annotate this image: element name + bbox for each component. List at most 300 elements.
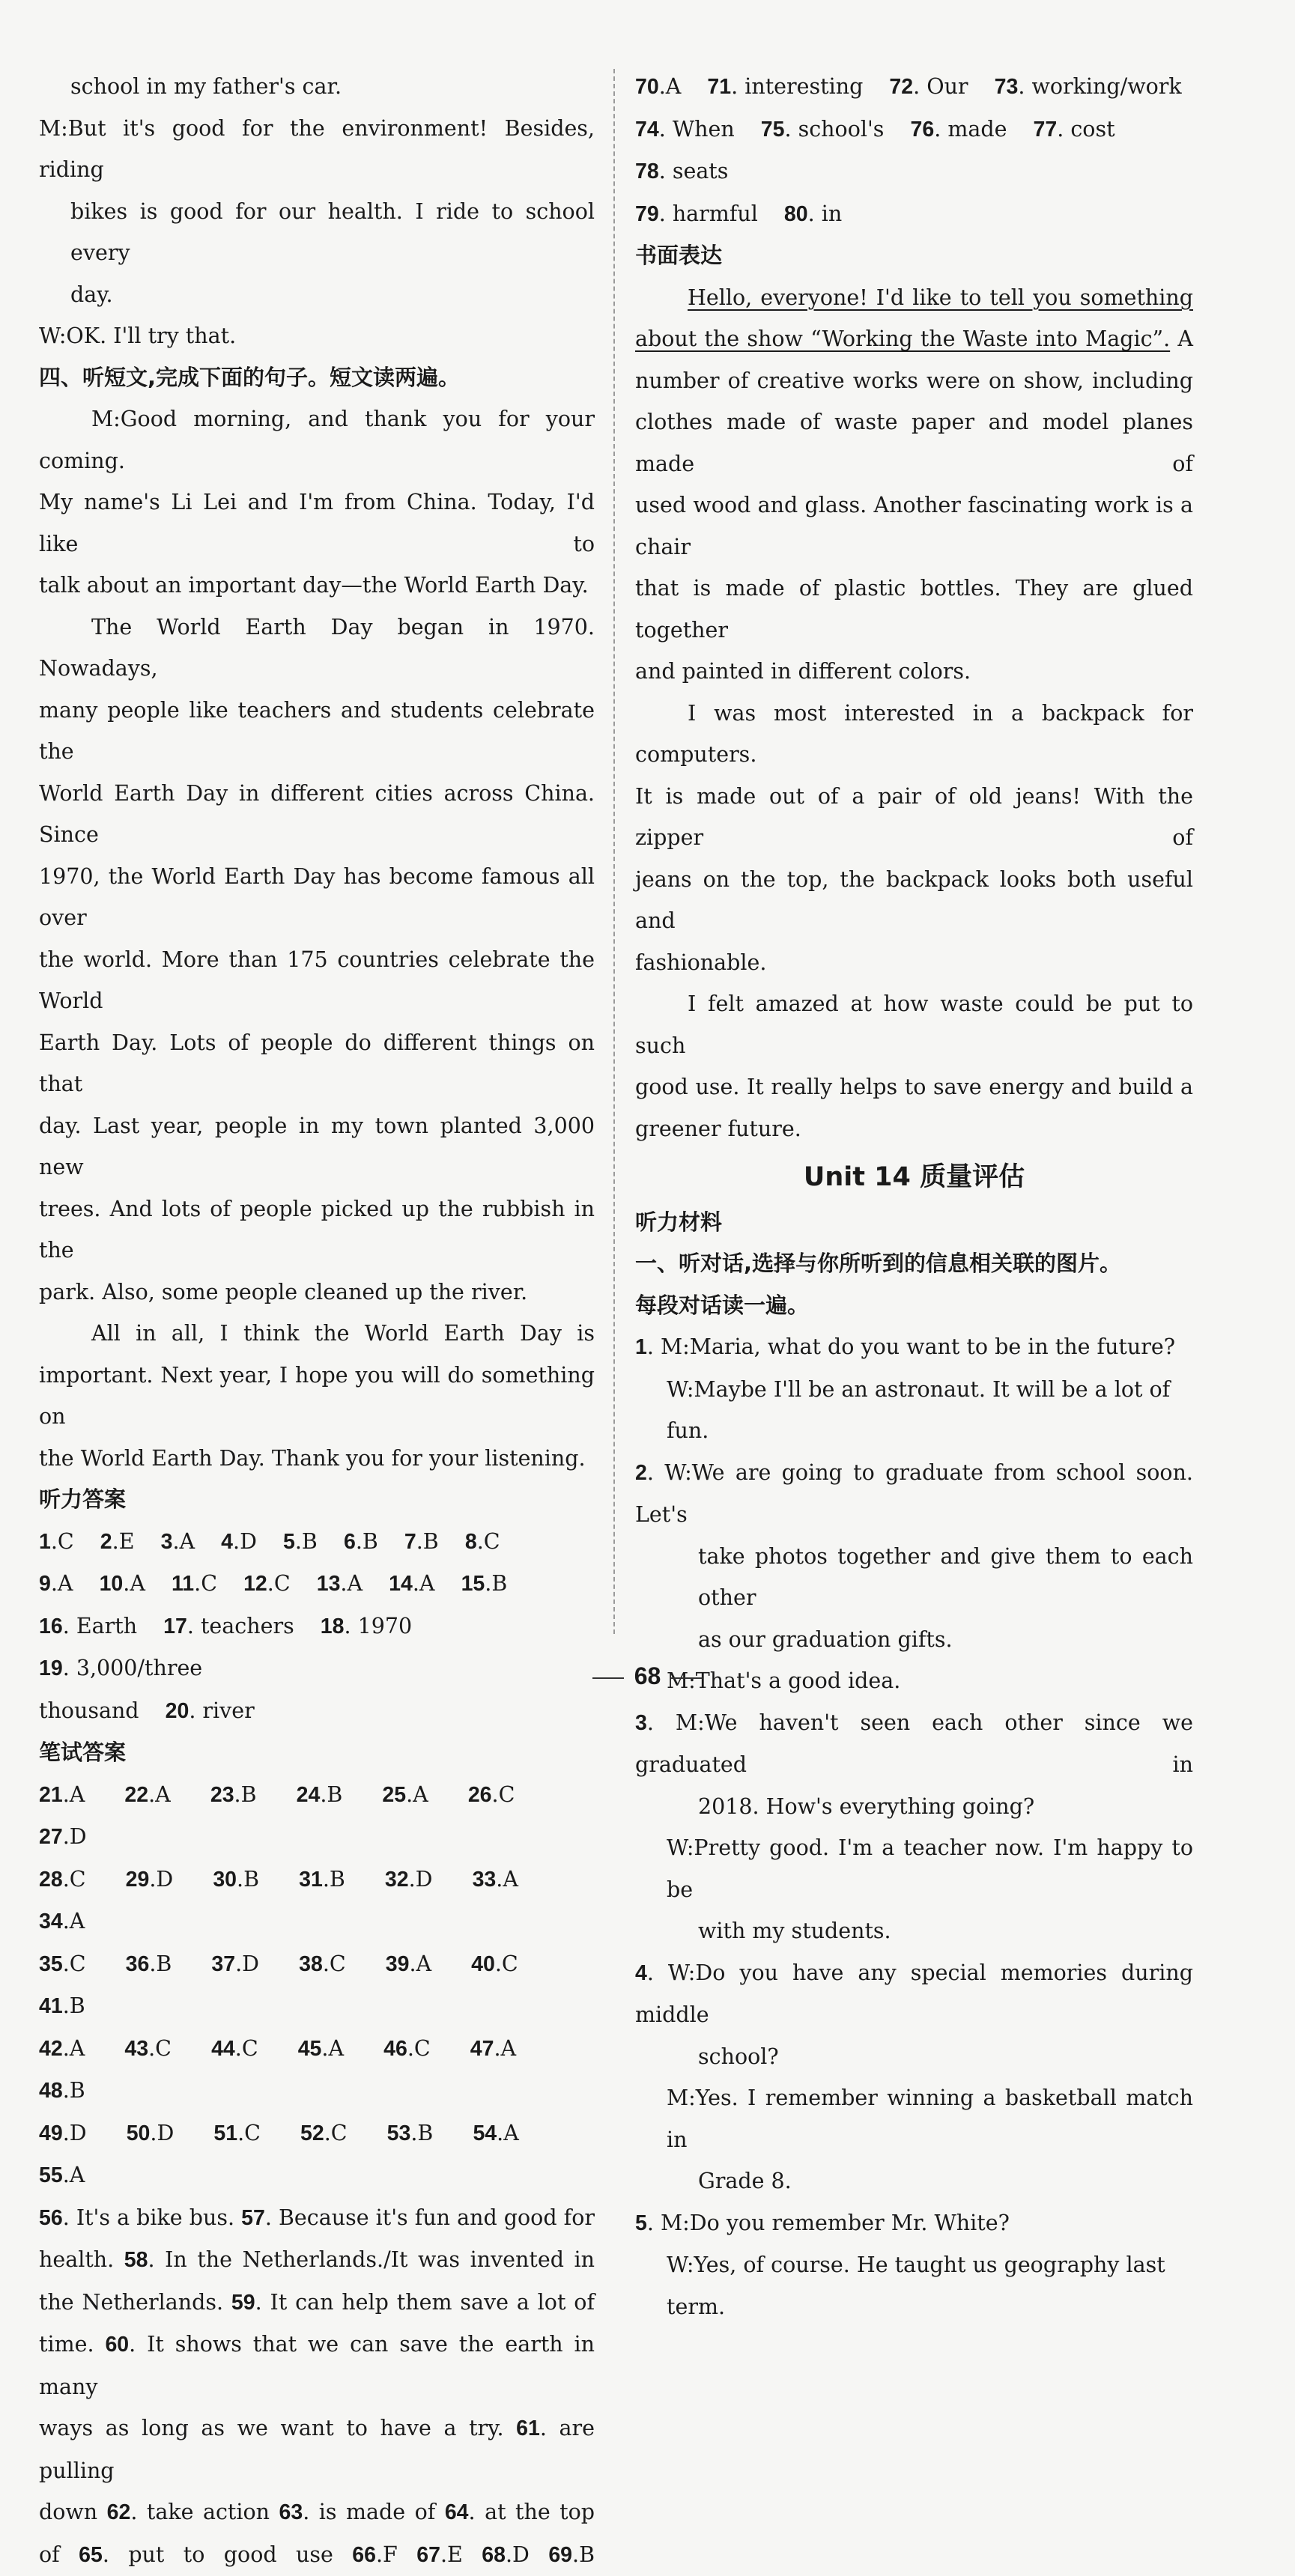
answer-item (39, 1529, 74, 1554)
answer-number: 4 (221, 1530, 233, 1554)
unit-title: Unit 14 质量评估 (635, 1157, 1193, 1199)
passage-line: My name's Li Lei and I'm from China. Today, I'd like to (39, 482, 595, 565)
answer-number: 73 (995, 75, 1019, 99)
answer-text: . at the top (469, 2500, 595, 2524)
answer-item (387, 2121, 450, 2145)
answer-text: .C (194, 1571, 217, 1596)
answer-item (39, 2542, 60, 2567)
dialogue-text: . M:We haven't seen each other since we graduated in (635, 1710, 1193, 1778)
answer-text: . school's (784, 117, 884, 142)
answer-number: 30 (213, 1868, 237, 1892)
answer-number: 15 (461, 1572, 485, 1596)
written-answers-heading: 笔试答案 (39, 1732, 595, 1774)
answer-item (163, 1614, 294, 1638)
open-answer-line (39, 2239, 595, 2282)
item-number: 3 (635, 1711, 647, 1735)
column-divider (613, 69, 615, 1634)
answer-number: 67 (416, 2543, 440, 2567)
answer-number: 35 (39, 1952, 63, 1976)
answer-item (241, 2205, 595, 2230)
answer-text: .D (63, 2121, 87, 2145)
answer-number: 66 (352, 2543, 376, 2567)
answer-item (344, 1529, 378, 1554)
answer-text: .B (356, 1529, 378, 1554)
open-answer-line (39, 2491, 595, 2534)
passage-line: day. Last year, people in my town planted 3,000 new (39, 1105, 595, 1188)
item-number: 2 (635, 1461, 647, 1485)
listening-answers-heading: 听力答案 (39, 1479, 595, 1521)
answer-item (79, 2542, 333, 2567)
answer-number: 3 (161, 1530, 173, 1554)
answer-number: 42 (39, 2037, 63, 2061)
answer-text: .C (267, 1571, 291, 1596)
answer-item (470, 2036, 533, 2061)
answer-item (39, 2163, 101, 2187)
answer-text: .A (494, 2036, 516, 2061)
section-heading: 一、听对话,选择与你所听到的信息相关联的图片。 (635, 1243, 1193, 1285)
answer-number: 27 (39, 1825, 63, 1849)
answer-text: time. (39, 2332, 94, 2357)
answer-text: .A (148, 1782, 171, 1807)
answer-row (39, 1563, 595, 1606)
answer-text: .A (496, 1867, 518, 1892)
answer-text: .B (234, 1782, 257, 1807)
answer-item (39, 2205, 234, 2230)
dialogue-line (635, 1326, 1193, 1369)
answer-item (124, 2036, 188, 2061)
passage-line: park. Also, some people cleaned up the river. (39, 1272, 595, 1313)
answer-text: .A (51, 1571, 73, 1596)
passage-paragraph-1 (39, 398, 595, 607)
answer-item (468, 1782, 532, 1807)
answer-number: 56 (39, 2206, 63, 2230)
answer-number: 60 (105, 2333, 129, 2357)
answer-text: .D (63, 1824, 87, 1849)
answer-number: 36 (126, 1952, 150, 1976)
passage-line: Earth Day. Lots of people do different things on that (39, 1022, 595, 1105)
answer-item (461, 1571, 508, 1596)
answer-number: 49 (39, 2121, 63, 2145)
answer-number: 43 (124, 2037, 148, 2061)
answer-text: .A (321, 2036, 344, 2061)
dialogue-4 (635, 1952, 1193, 2202)
answer-text: .A (497, 2121, 519, 2145)
answer-text: . interesting (731, 74, 863, 99)
answer-item (299, 1951, 363, 1976)
dialogue-line: M:That's a good idea. (635, 1660, 1193, 1702)
footer-dash (671, 1677, 703, 1679)
answer-item (635, 201, 758, 226)
page-number-footer (0, 1662, 1295, 1690)
answer-number: 55 (39, 2163, 63, 2187)
dialogue-line: school? (635, 2036, 1193, 2078)
answer-item (386, 1951, 448, 1976)
answer-number: 80 (784, 202, 808, 226)
dialogue-line: W:Maybe I'll be an astronaut. It will be a lot of fun. (635, 1369, 1193, 1452)
answer-number: 16 (39, 1614, 63, 1638)
answer-text: .D (235, 1951, 259, 1976)
answer-text: health. (39, 2247, 114, 2272)
dialogue-line: W:Yes, of course. He taught us geography last term. (635, 2244, 1193, 2327)
dialogue-1 (635, 1326, 1193, 1452)
answer-item (39, 2078, 102, 2103)
passage-line: The World Earth Day began in 1970. Nowadays, (39, 607, 595, 690)
answer-item (473, 2121, 535, 2145)
answer-number: 2 (100, 1530, 112, 1554)
dialogue-line: Grade 8. (635, 2160, 1193, 2202)
answer-item (761, 117, 885, 142)
underlined-opening: about the show “Working the Waste into Magic”. (635, 326, 1170, 351)
answer-number: 10 (100, 1572, 124, 1596)
answer-number: 74 (635, 118, 659, 142)
answer-item (298, 2036, 360, 2061)
answer-item (211, 2036, 275, 2061)
answer-text: .A (659, 74, 682, 99)
answer-number: 71 (707, 75, 731, 99)
answer-text: .B (295, 1529, 318, 1554)
answer-item (213, 2121, 277, 2145)
answer-number: 41 (39, 1994, 63, 2018)
writing-line: greener future. (635, 1108, 1193, 1150)
answer-number: 38 (299, 1952, 323, 1976)
answer-item (211, 1951, 276, 1976)
dialogue-line (635, 1452, 1193, 1536)
answer-number: 5 (283, 1530, 295, 1554)
answer-item (127, 2121, 191, 2145)
answer-item (465, 1529, 500, 1554)
answer-text: . 1970 (344, 1614, 412, 1638)
answer-text: .B (63, 1993, 85, 2018)
answer-text: .A (340, 1571, 363, 1596)
answer-number: 50 (127, 2121, 151, 2145)
writing-line (635, 277, 1193, 319)
dialogue-3 (635, 1702, 1193, 1952)
answer-item (473, 1867, 535, 1892)
answer-text: .C (51, 1529, 74, 1554)
dialogue-line (635, 1952, 1193, 2036)
answer-number: 68 (482, 2543, 506, 2567)
answer-item (39, 2332, 595, 2399)
answer-text: . in (808, 201, 843, 226)
answer-row (39, 1521, 595, 1564)
answer-item (389, 1571, 434, 1596)
answer-number: 70 (635, 75, 659, 99)
writing-paragraph-1 (635, 277, 1193, 693)
answer-text: . Earth (63, 1614, 137, 1638)
answer-number: 69 (548, 2543, 572, 2567)
answer-number: 19 (39, 1656, 63, 1680)
answer-number: 6 (344, 1530, 356, 1554)
answer-number: 58 (124, 2248, 148, 2272)
item-number: 4 (635, 1961, 647, 1985)
answer-item (416, 2542, 463, 2567)
answer-row (635, 66, 1193, 109)
answer-item (635, 159, 728, 183)
answer-number: 9 (39, 1572, 51, 1596)
answer-row (635, 193, 1193, 236)
writing-text: A (1170, 326, 1193, 351)
dialogue-line: take photos together and give them to each other (635, 1536, 1193, 1619)
answer-text: . seats (659, 159, 729, 183)
answer-item (404, 1529, 439, 1554)
answer-item (107, 2500, 270, 2524)
answer-item (299, 1867, 362, 1892)
answer-text: . When (659, 117, 735, 142)
answer-number: 32 (385, 1868, 409, 1892)
passage-line: many people like teachers and students celebrate the (39, 690, 595, 773)
dialogue-line (635, 1702, 1193, 1786)
answer-item (39, 1614, 137, 1638)
answer-number: 37 (211, 1952, 235, 1976)
answer-number: 29 (126, 1868, 150, 1892)
answer-item (995, 74, 1182, 99)
answer-text: .A (63, 1782, 85, 1807)
answer-text: .B (149, 1951, 172, 1976)
answer-text: .A (172, 1529, 195, 1554)
answer-text: . take action (130, 2500, 270, 2524)
dialogue-text: . W:Do you have any special memories during middle (635, 1960, 1193, 2028)
answer-text: .C (148, 2036, 172, 2061)
writing-line: I was most interested in a backpack for computers. (635, 693, 1193, 776)
answer-item (39, 1951, 103, 1976)
writing-line: I felt amazed at how waste could be put to such (635, 983, 1193, 1066)
answer-text: .B (485, 1571, 507, 1596)
answer-row (39, 1774, 595, 1859)
section-heading: 四、听短文,完成下面的句子。短文读两遍。 (39, 357, 595, 399)
writing-line (635, 318, 1193, 360)
left-column (39, 66, 595, 2576)
answer-row (39, 1859, 595, 1943)
dialogue-line: as our graduation gifts. (635, 1619, 1193, 1661)
writing-line: used wood and glass. Another fascinating work is a chair (635, 484, 1193, 568)
answer-number: 46 (383, 2037, 407, 2061)
answer-text: . In the Netherlands./It was invented in (148, 2247, 595, 2272)
answer-number: 17 (163, 1614, 187, 1638)
page-number: 68 (634, 1662, 661, 1689)
answer-number: 8 (465, 1530, 477, 1554)
answer-text: .F (376, 2542, 398, 2567)
dialogue-text: . M:Do you remember Mr. White? (647, 2211, 1010, 2235)
answer-item (126, 1951, 189, 1976)
answer-text: .C (323, 1951, 346, 1976)
dialogue-line: with my students. (635, 1910, 1193, 1952)
footer-dash (592, 1677, 624, 1679)
passage-line: All in all, I think the World Earth Day is (39, 1313, 595, 1355)
dialogue-text: . W:We are going to graduate from school soon. Let's (635, 1460, 1193, 1528)
answer-text: . working/work (1018, 74, 1181, 99)
answer-text: .A (63, 2163, 85, 2187)
answer-item (39, 2247, 114, 2272)
dialogue-line: M:Yes. I remember winning a basketball match in (635, 2077, 1193, 2160)
open-answer-line (39, 2324, 595, 2408)
answer-number: 28 (39, 1868, 63, 1892)
answer-text: .B (237, 1867, 259, 1892)
writing-line: It is made out of a pair of old jeans! With the zipper of (635, 776, 1193, 859)
answer-number: 12 (243, 1572, 267, 1596)
answer-item (213, 1867, 276, 1892)
answer-item (39, 2416, 504, 2440)
passage-line: 1970, the World Earth Day has become famous all over (39, 856, 595, 939)
dialogue-5 (635, 2202, 1193, 2328)
answer-text: .C (495, 1951, 518, 1976)
answer-text: . Our (913, 74, 968, 99)
answer-item (300, 2121, 364, 2145)
passage-paragraph-2 (39, 607, 595, 1313)
answer-text: the Netherlands. (39, 2290, 223, 2315)
answer-item (100, 1571, 145, 1596)
answer-number: 72 (889, 75, 913, 99)
answer-item (445, 2500, 595, 2524)
answer-item (124, 2247, 595, 2272)
answer-item (382, 1782, 444, 1807)
answer-item (383, 2036, 447, 2061)
answer-item (283, 1529, 318, 1554)
answer-number: 59 (231, 2291, 255, 2315)
answer-number: 44 (211, 2037, 235, 2061)
answer-text: . It can help them save a lot of (255, 2290, 595, 2315)
answer-item (385, 1867, 449, 1892)
answer-item (635, 117, 735, 142)
answer-item (911, 117, 1007, 142)
passage-line: important. Next year, I hope you will do something on (39, 1355, 595, 1438)
answer-text: . It shows that we can save the earth in many (39, 2332, 595, 2399)
writing-paragraph-3 (635, 983, 1193, 1149)
answer-item (39, 1993, 102, 2018)
answer-text: .D (506, 2542, 530, 2567)
answer-text: .A (406, 1782, 428, 1807)
answer-item (210, 1782, 273, 1807)
answer-text: thousand (39, 1698, 139, 1723)
open-answer-line (39, 2408, 595, 2491)
answer-number: 7 (404, 1530, 416, 1554)
answer-number: 78 (635, 160, 659, 183)
answer-row (39, 2028, 595, 2112)
answer-item (297, 1782, 360, 1807)
answer-text: .A (409, 1951, 431, 1976)
answer-number: 22 (124, 1783, 148, 1807)
answer-text: ways as long as we want to have a try. (39, 2416, 504, 2440)
answer-item (1034, 117, 1115, 142)
answer-item (243, 1571, 291, 1596)
writing-line: clothes made of waste paper and model planes made of (635, 401, 1193, 484)
answer-number: 47 (470, 2037, 494, 2061)
answer-number: 33 (473, 1868, 497, 1892)
dialogue-line: school in my father's car. (39, 66, 595, 108)
dialogue-line: 2018. How's everything going? (635, 1786, 1193, 1828)
answer-item (39, 1782, 101, 1807)
answer-number: 61 (516, 2416, 540, 2440)
answer-number: 65 (79, 2543, 103, 2567)
answer-text: .C (492, 1782, 515, 1807)
answer-text: . put to good use (103, 2542, 333, 2567)
dialogue-text: . M:Maria, what do you want to be in the future? (647, 1334, 1175, 1359)
answer-text: .E (440, 2542, 463, 2567)
answer-text: .A (63, 1909, 85, 1933)
answer-item (172, 1571, 217, 1596)
item-number: 5 (635, 2211, 647, 2235)
answer-number: 14 (389, 1572, 413, 1596)
answer-item (39, 2332, 94, 2357)
passage-line: World Earth Day in different cities across China. Since (39, 773, 595, 856)
answer-item (39, 1909, 101, 1933)
answer-number: 62 (107, 2500, 131, 2524)
answer-item (161, 1529, 195, 1554)
answer-text: .D (233, 1529, 257, 1554)
answer-text: . teachers (187, 1614, 294, 1638)
answer-number: 77 (1034, 118, 1058, 142)
writing-line: and painted in different colors. (635, 651, 1193, 693)
answer-text: .A (123, 1571, 145, 1596)
writing-line: number of creative works were on show, including (635, 360, 1193, 402)
answer-number: 23 (210, 1783, 234, 1807)
writing-line: jeans on the top, the backpack looks both useful and (635, 859, 1193, 942)
answer-text: .C (237, 2121, 261, 2145)
answer-text: . is made of (303, 2500, 435, 2524)
answer-number: 11 (172, 1572, 194, 1596)
answer-text: . river (189, 1698, 254, 1723)
answer-number: 24 (297, 1783, 321, 1807)
open-answer-line (39, 2197, 595, 2240)
answer-text: .D (150, 2121, 174, 2145)
answer-item (548, 2542, 595, 2567)
answer-item (39, 1698, 139, 1723)
answer-number: 63 (279, 2500, 303, 2524)
right-column (635, 66, 1193, 2327)
answer-item (889, 74, 968, 99)
writing-paragraph-2 (635, 693, 1193, 984)
answer-item (221, 1529, 257, 1554)
underlined-opening: Hello, everyone! I'd like to tell you something (688, 285, 1193, 310)
answer-text: of (39, 2542, 60, 2567)
passage-line: trees. And lots of people picked up the rubbish in the (39, 1188, 595, 1272)
answer-text: .B (572, 2542, 595, 2567)
answer-row (39, 2112, 595, 2197)
listening-material-heading: 听力材料 (635, 1202, 1193, 1244)
answer-text: down (39, 2500, 97, 2524)
passage-line: the world. More than 175 countries celebrate the World (39, 939, 595, 1022)
answer-number: 31 (299, 1868, 323, 1892)
answer-item (707, 74, 863, 99)
answer-item (352, 2542, 398, 2567)
answer-number: 51 (213, 2121, 237, 2145)
passage-line: M:Good morning, and thank you for your coming. (39, 398, 595, 482)
answer-item (317, 1571, 363, 1596)
answer-number: 39 (386, 1952, 410, 1976)
answer-item (39, 1571, 73, 1596)
answer-number: 45 (298, 2037, 322, 2061)
answer-number: 64 (445, 2500, 469, 2524)
answer-item (39, 2036, 101, 2061)
writing-line: that is made of plastic bottles. They are glued together (635, 568, 1193, 651)
answer-number: 34 (39, 1910, 63, 1933)
answer-text: .E (112, 1529, 135, 1554)
dialogue-line: W:OK. I'll try that. (39, 315, 595, 357)
answer-item (635, 74, 681, 99)
answer-number: 76 (911, 118, 935, 142)
answer-text: .D (409, 1867, 433, 1892)
answer-text: . made (934, 117, 1007, 142)
answer-number: 21 (39, 1783, 63, 1807)
answer-text: .A (63, 2036, 85, 2061)
writing-line: fashionable. (635, 942, 1193, 984)
dialogue-line (635, 2202, 1193, 2245)
answer-number: 79 (635, 202, 659, 226)
answer-item (39, 1867, 103, 1892)
answer-text: .B (320, 1782, 342, 1807)
answer-number: 25 (382, 1783, 406, 1807)
answer-text: .B (416, 1529, 439, 1554)
answer-text: .A (413, 1571, 435, 1596)
